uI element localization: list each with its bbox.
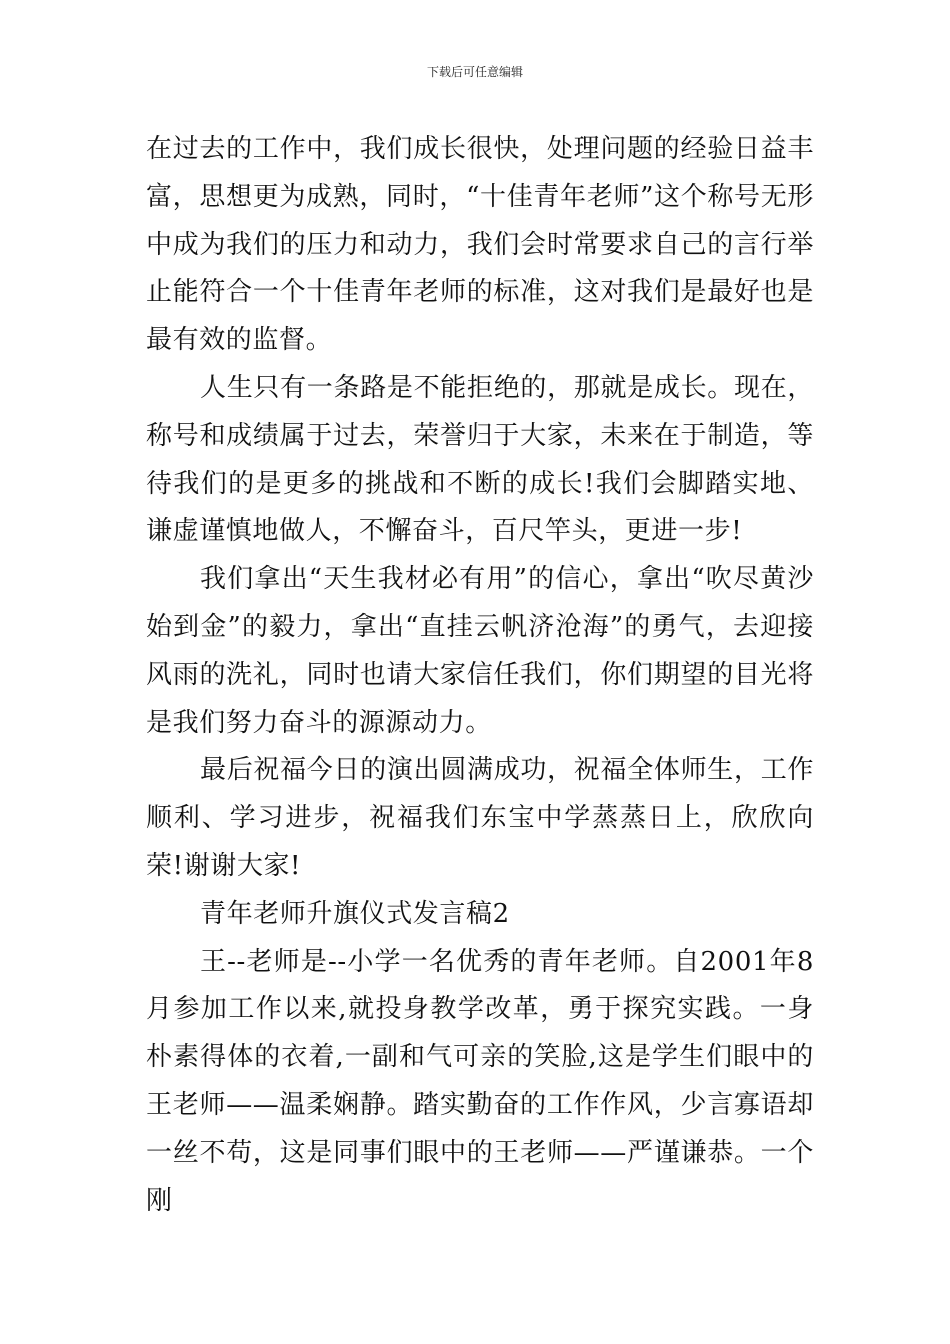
paragraph: 在过去的工作中，我们成长很快，处理问题的经验日益丰富，思想更为成熟，同时，“十佳青年老师”这个称号无形中成为我们的压力和动力，我们会时常要求自己的言行举止能符合一个十佳青年老师的标准，这对我们是最好也是最有效的监督。 bbox=[146, 134, 814, 356]
paragraph: 王--老师是--小学一名优秀的青年老师。自2001年8月参加工作以来,就投身教学改革，勇于探究实践。一身朴素得体的衣着,一副和气可亲的笑脸,这是学生们眼中的王老师——温柔娴静。踏实勤奋的工作作风，少言寡语却一丝不苟，这是同事们眼中的王老师——严谨谦恭。一个刚 bbox=[146, 946, 814, 1216]
paragraph: 人生只有一条路是不能拒绝的，那就是成长。现在，称号和成绩属于过去，荣誉归于大家，未来在于制造，等待我们的是更多的挑战和不断的成长!我们会脚踏实地、谦虚谨慎地做人，不懈奋斗，百尺竿头，更进一步! bbox=[146, 372, 814, 547]
paragraph: 我们拿出“天生我材必有用”的信心，拿出“吹尽黄沙始到金”的毅力，拿出“直挂云帆济沧海”的勇气，去迎接风雨的洗礼，同时也请大家信任我们，你们期望的目光将是我们努力奋斗的源源动力。 bbox=[146, 564, 814, 738]
page-header: 下载后可任意编辑 bbox=[426, 65, 523, 79]
document-body bbox=[146, 126, 814, 1225]
paragraph: 最后祝福今日的演出圆满成功，祝福全体师生，工作顺利、学习进步，祝福我们东宝中学蒸蒸日上，欣欣向荣!谢谢大家! bbox=[146, 755, 814, 881]
section-heading: 青年老师升旗仪式发言稿2 bbox=[200, 898, 510, 929]
